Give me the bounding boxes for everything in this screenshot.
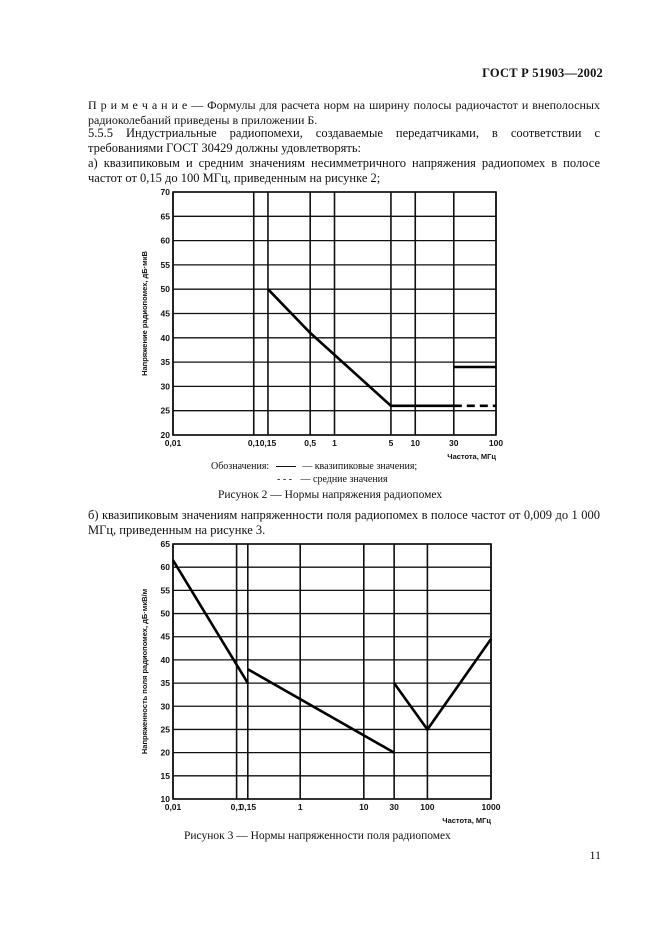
x-tick-label: 0,1 bbox=[230, 802, 243, 812]
x-tick-label: 100 bbox=[488, 438, 504, 448]
y-tick-label: 60 bbox=[160, 235, 170, 246]
legend-avg-row bbox=[277, 474, 388, 485]
x-tick-label: 5 bbox=[388, 438, 394, 448]
x-tick-label: 1 bbox=[297, 802, 303, 812]
y-tick-label: 70 bbox=[160, 187, 170, 197]
note-prefix: П р и м е ч а н и е — bbox=[88, 98, 204, 112]
y-tick-label: 20 bbox=[160, 430, 170, 440]
y-tick-label: 45 bbox=[160, 631, 170, 642]
series-line-quasi-peak bbox=[248, 669, 394, 752]
y-tick-label: 40 bbox=[160, 332, 170, 343]
x-tick-label: 1000 bbox=[481, 802, 501, 812]
y-tick-label: 35 bbox=[160, 357, 170, 368]
x-axis-label: Частота, МГц bbox=[447, 452, 496, 461]
x-tick-label: 0,15 bbox=[259, 438, 277, 448]
legend-quasi-row bbox=[211, 461, 417, 472]
y-tick-label: 30 bbox=[160, 381, 170, 392]
y-tick-label: 65 bbox=[160, 211, 170, 222]
series-line-quasi-peak bbox=[394, 639, 491, 730]
y-tick-label: 35 bbox=[160, 678, 170, 689]
y-tick-label: 45 bbox=[160, 308, 170, 319]
y-axis-label: Напряжение радиопомех, дБ·мкВ bbox=[140, 251, 149, 376]
paragraph-a: а) квазипиковым и средним значениям несимметричного напряжения радиопомех в полосе частот от 0,15 до 100 МГц, приведенным на рисунке 2; bbox=[88, 156, 600, 185]
note-text: Формулы для расчета норм на ширину полосы радиочастот и внеполосных радиоколебаний приведены в приложении Б. bbox=[88, 98, 600, 127]
y-axis-label: Напряженность поля радиопомех, дБ·мкВ/м bbox=[140, 588, 149, 755]
note-paragraph bbox=[88, 98, 600, 128]
plot-frame bbox=[173, 544, 491, 799]
legend-avg-label: — средние значения bbox=[300, 474, 388, 485]
legend-title: Обозначения: bbox=[211, 461, 270, 472]
paragraph-5-5-5: 5.5.5 Индустриальные радиопомехи, создаваемые передатчиками, в соответствии с требованиями ГОСТ 30429 должны удовлетворять: bbox=[88, 126, 600, 155]
y-tick-label: 20 bbox=[160, 747, 170, 758]
x-axis-label: Частота, МГц bbox=[442, 816, 491, 825]
y-tick-label: 55 bbox=[160, 259, 170, 270]
paragraph-b: б) квазипиковым значениям напряженности поля радиопомех в полосе частот от 0,009 до 1 000 МГц, приведенным на рисунке 3. bbox=[88, 508, 600, 537]
x-tick-label: 100 bbox=[420, 802, 435, 812]
y-tick-label: 25 bbox=[160, 724, 170, 735]
x-tick-label: 0,5 bbox=[304, 438, 317, 448]
y-tick-label: 15 bbox=[160, 770, 170, 781]
x-tick-label: 0,01 bbox=[164, 802, 182, 812]
x-tick-label: 0,01 bbox=[164, 438, 182, 448]
figure-3-chart bbox=[136, 536, 506, 826]
y-tick-label: 50 bbox=[160, 608, 170, 619]
x-tick-label: 0,1 bbox=[247, 438, 260, 448]
legend-quasi-label: — квазипиковые значения; bbox=[302, 461, 418, 472]
figure-2-caption: Рисунок 2 — Нормы напряжения радиопомех bbox=[218, 489, 443, 501]
y-tick-label: 60 bbox=[160, 562, 170, 573]
x-tick-label: 10 bbox=[359, 802, 369, 812]
x-tick-label: 30 bbox=[389, 802, 399, 812]
y-tick-label: 65 bbox=[160, 539, 170, 549]
page-number: 11 bbox=[589, 848, 601, 862]
x-tick-label: 30 bbox=[449, 438, 459, 448]
y-tick-label: 55 bbox=[160, 585, 170, 596]
y-tick-label: 50 bbox=[160, 284, 170, 295]
y-tick-label: 40 bbox=[160, 654, 170, 665]
figure-2-chart bbox=[120, 186, 520, 461]
document-header: ГОСТ Р 51903—2002 bbox=[482, 66, 603, 80]
legend-dashed-symbol: - - - bbox=[277, 474, 292, 485]
legend-solid-swatch bbox=[276, 466, 296, 467]
y-tick-label: 25 bbox=[160, 405, 170, 416]
y-tick-label: 10 bbox=[160, 794, 170, 804]
x-tick-label: 0,15 bbox=[239, 802, 257, 812]
y-tick-label: 30 bbox=[160, 701, 170, 712]
x-tick-label: 10 bbox=[410, 438, 420, 448]
series-line-quasi-peak bbox=[268, 289, 454, 406]
figure-3-caption: Рисунок 3 — Нормы напряженности поля радиопомех bbox=[184, 830, 451, 842]
x-tick-label: 1 bbox=[332, 438, 337, 448]
